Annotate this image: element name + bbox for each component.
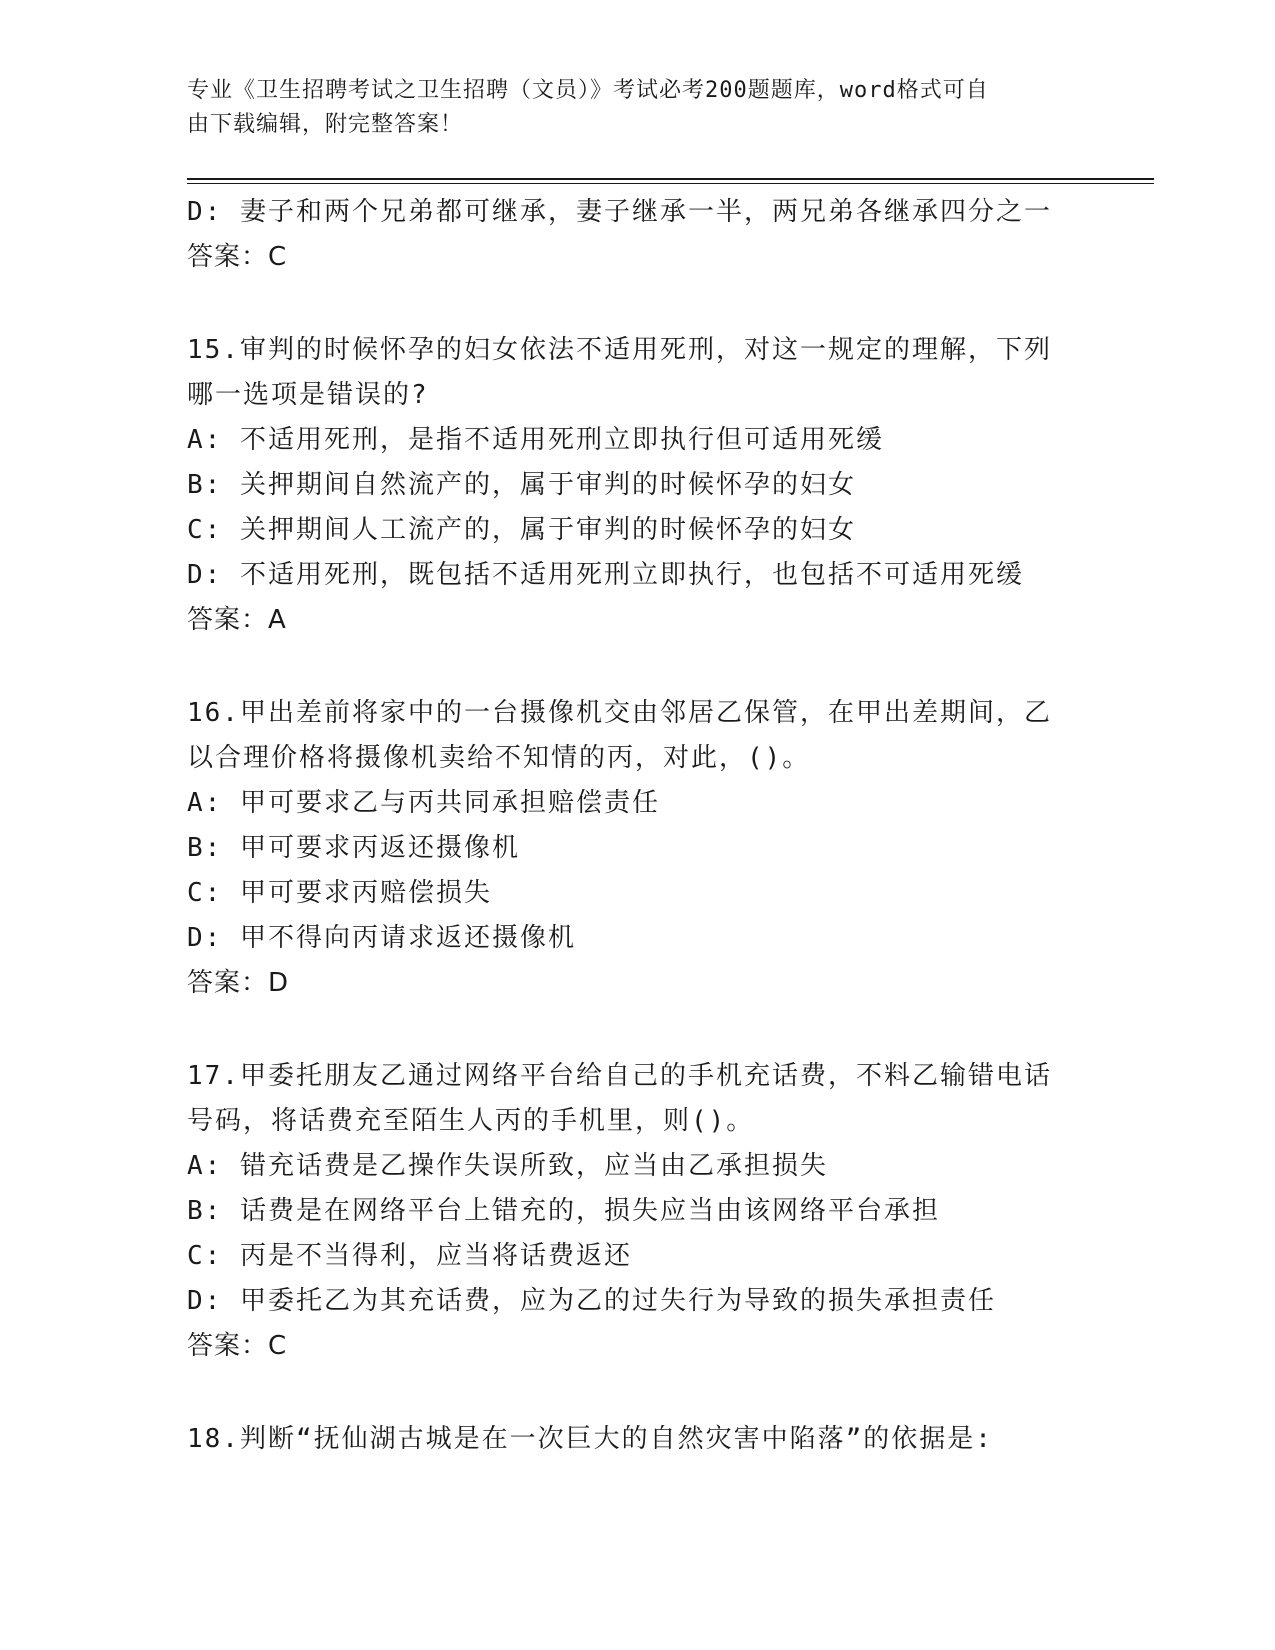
header-rule-thin [187,183,1154,184]
option-d: D: 甲委托乙为其充话费，应为乙的过失行为导致的损失承担责任 [187,1286,996,1316]
question-list [187,190,1087,1462]
question-stem-line: 哪一选项是错误的? [187,380,429,410]
header-title-line-1: 专业《卫生招聘考试之卫生招聘（文员）》考试必考200题题库，word格式可自 [187,78,989,103]
question-stem-line: 号码，将话费充至陌生人丙的手机里，则()。 [187,1106,755,1136]
spacer [187,280,1087,328]
question-16 [187,691,1087,1006]
spacer [187,1006,1087,1054]
option-b: B: 话费是在网络平台上错充的，损失应当由该网络平台承担 [187,1196,940,1226]
answer-line: 答案：C [187,242,288,272]
option-c: C: 关押期间人工流产的，属于审判的时候怀孕的妇女 [187,515,856,545]
document-header [187,74,1067,142]
question-stem-line: 16.甲出差前将家中的一台摄像机交由邻居乙保管，在甲出差期间，乙 [187,698,1052,728]
option-a: A: 不适用死刑，是指不适用死刑立即执行但可适用死缓 [187,425,884,455]
option-b: B: 甲可要求丙返还摄像机 [187,833,520,863]
option-b: B: 关押期间自然流产的，属于审判的时候怀孕的妇女 [187,470,856,500]
question-14-tail [187,190,1087,280]
option-c: C: 丙是不当得利，应当将话费返还 [187,1241,632,1271]
question-17 [187,1054,1087,1369]
question-15 [187,328,1087,643]
option-c: C: 甲可要求丙赔偿损失 [187,878,492,908]
question-stem-line: 17.甲委托朋友乙通过网络平台给自己的手机充话费，不料乙输错电话 [187,1061,1052,1091]
question-stem-line: 18.判断“抚仙湖古城是在一次巨大的自然灾害中陷落”的依据是: [187,1424,993,1454]
option-d: D: 甲不得向丙请求返还摄像机 [187,923,576,953]
spacer [187,643,1087,691]
answer-line: 答案：A [187,605,287,635]
answer-line: 答案：D [187,968,290,998]
question-18 [187,1417,1087,1462]
question-stem-line: 以合理价格将摄像机卖给不知情的丙，对此，()。 [187,743,811,773]
header-rule-thick [187,178,1154,180]
answer-line: 答案：C [187,1331,288,1361]
option-a: A: 甲可要求乙与丙共同承担赔偿责任 [187,788,660,818]
option-d: D: 妻子和两个兄弟都可继承，妻子继承一半，两兄弟各继承四分之一 [187,197,1052,227]
header-title-line-2: 由下载编辑，附完整答案！ [187,112,464,137]
option-a: A: 错充话费是乙操作失误所致，应当由乙承担损失 [187,1151,828,1181]
option-d: D: 不适用死刑，既包括不适用死刑立即执行，也包括不可适用死缓 [187,560,1024,590]
spacer [187,1369,1087,1417]
question-stem-line: 15.审判的时候怀孕的妇女依法不适用死刑，对这一规定的理解，下列 [187,335,1052,365]
